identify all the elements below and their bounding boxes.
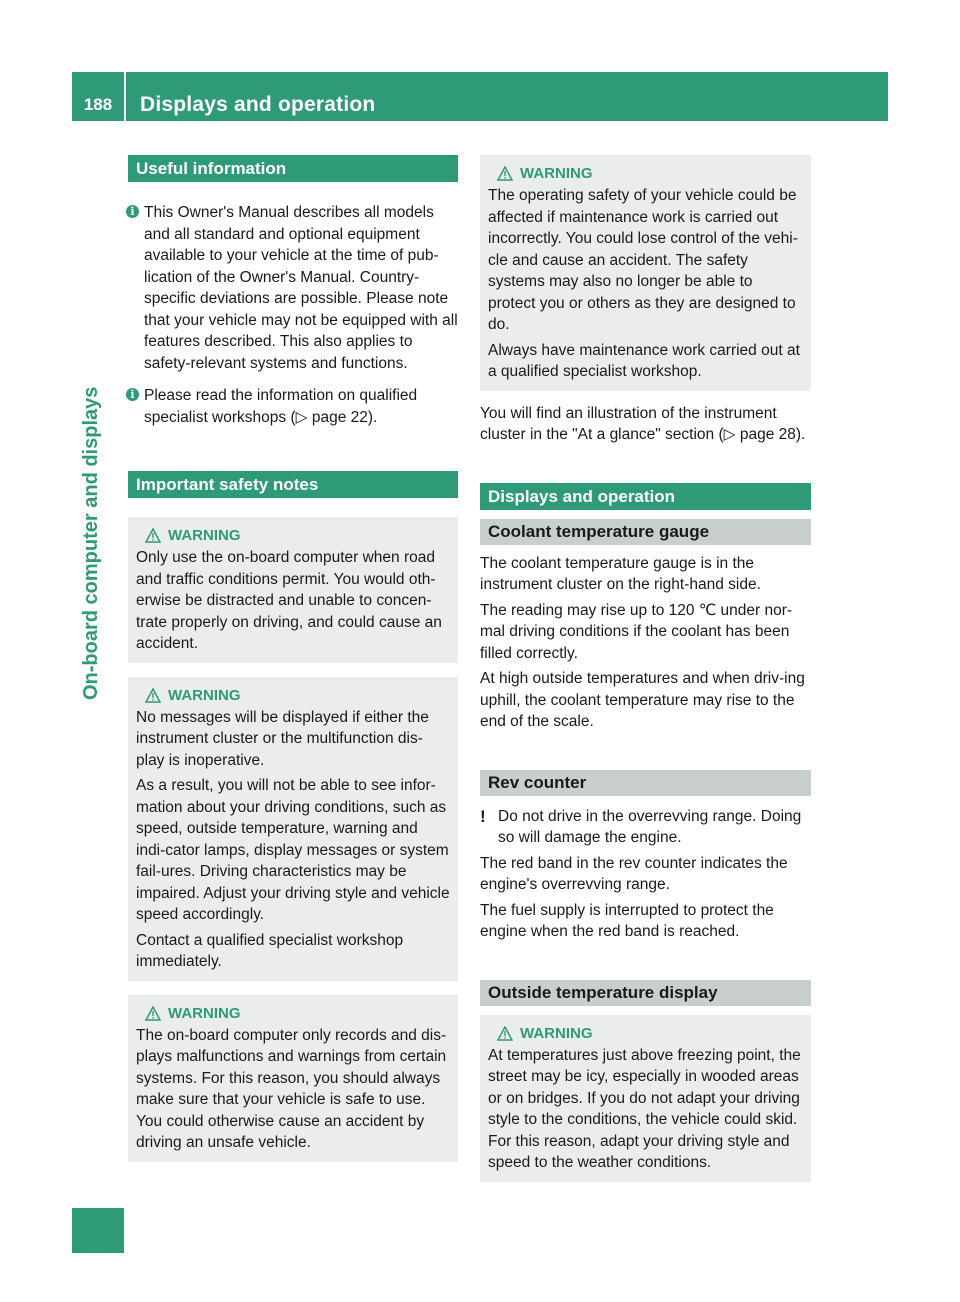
info-text: Please read the information on qualified specialist workshops (▷ page 22).	[144, 387, 418, 426]
warning-triangle-icon	[145, 528, 161, 543]
warning-text: Always have maintenance work carried out at a qualified specialist workshop.	[488, 341, 800, 380]
right-column	[480, 155, 811, 1182]
warning-triangle-icon	[497, 166, 513, 181]
warning-header	[136, 525, 450, 547]
info-item	[128, 202, 458, 374]
info-item	[128, 385, 458, 428]
coolant-text: At high outside temperatures and when driv-ing uphill, the coolant temperature may rise to the end of the scale.	[480, 670, 805, 730]
safety-notes-heading: Important safety notes	[128, 471, 458, 498]
warning-label: WARNING	[520, 1024, 593, 1042]
warning-text: At temperatures just above freezing point, the street may be icy, especially in wooded areas or on bridges. If you do not adapt your driving style to the conditions, the vehicle could skid. For this reason, adapt your driving style and speed to the weather conditions.	[488, 1046, 801, 1171]
info-icon: i	[126, 205, 139, 218]
rev-text: The red band in the rev counter indicates the engine's overrevving range.	[480, 854, 788, 893]
warning-text: No messages will be displayed if either the instrument cluster or the multifunction dis-play is inoperative.	[136, 708, 429, 769]
warning-header	[488, 1023, 803, 1045]
warning-triangle-icon	[145, 688, 161, 703]
outside-temp-heading: Outside temperature display	[480, 980, 811, 1006]
warning-label: WARNING	[520, 165, 593, 182]
rev-text: The fuel supply is interrupted to protect the engine when the red band is reached.	[480, 901, 774, 940]
displays-heading: Displays and operation	[480, 483, 811, 510]
rev-notice	[480, 806, 811, 849]
page-number: 188	[83, 95, 113, 114]
illustration-reference: You will find an illustration of the instrument cluster in the "At a glance" section (▷ page 28).	[480, 404, 806, 443]
side-tab-label: On-board computer and displays	[80, 386, 102, 700]
warning-box	[480, 1015, 811, 1182]
useful-info-heading: Useful information	[128, 155, 458, 182]
warning-text: The operating safety of your vehicle could be affected if maintenance work is carried out incorrectly. You could lose control of the vehi-cle and cause an accident. The safety systems may also no longer be able to protect you or others as they are designed to do.	[488, 187, 798, 333]
info-text: This Owner's Manual describes all models and all standard and optional equipment available to your vehicle at the time of pub-lication of the Owner's Manual. Country-specific deviations are possible. Please note that your vehicle may not be equipped with all features described. This also applies to safety-relevant systems and functions.	[144, 204, 458, 372]
chapter-title: Displays and operation	[140, 93, 376, 116]
header-divider	[124, 72, 126, 121]
warning-box	[128, 995, 458, 1162]
coolant-text: The reading may rise up to 120 ℃ under nor-mal driving conditions if the coolant has been filled correctly.	[480, 601, 793, 662]
left-column	[128, 155, 458, 1162]
warning-text: Contact a qualified specialist workshop immediately.	[136, 931, 404, 970]
warning-header	[488, 163, 803, 185]
warning-label: WARNING	[168, 686, 241, 704]
warning-header	[136, 685, 450, 707]
info-icon: i	[126, 388, 139, 401]
warning-text: The on-board computer only records and dis-plays malfunctions and warnings from certain systems. For this reason, you should always make sure that your vehicle is safe to use. You could otherwise cause an accident by driving an unsafe vehicle.	[136, 1026, 447, 1151]
warning-header	[136, 1003, 450, 1025]
warning-box	[128, 677, 458, 981]
side-tab-marker	[72, 1208, 124, 1253]
rev-counter-heading: Rev counter	[480, 770, 811, 796]
coolant-heading: Coolant temperature gauge	[480, 519, 811, 545]
warning-triangle-icon	[145, 1006, 161, 1021]
rev-notice-text: Do not drive in the overrevving range. Doing so will damage the engine.	[498, 807, 802, 846]
warning-text: Only use the on-board computer when road and traffic conditions permit. You would oth-erwise be distracted and unable to concen-trate properly on driving, and could cause an accident.	[136, 549, 442, 652]
warning-box	[480, 155, 811, 391]
coolant-text: The coolant temperature gauge is in the instrument cluster on the right-hand side.	[480, 554, 761, 593]
warning-label: WARNING	[168, 1004, 241, 1022]
warning-triangle-icon	[497, 1026, 513, 1041]
warning-label: WARNING	[168, 527, 241, 544]
warning-box	[128, 517, 458, 663]
warning-text: As a result, you will not be able to see infor-mation about your driving conditions, such as speed, outside temperature, warning and indi-cator lamps, display messages or system fail-ures. Driving characteristics may be impaired. Adjust your driving style and vehicle speed accordingly.	[136, 777, 450, 923]
exclamation-icon: !	[480, 806, 486, 826]
